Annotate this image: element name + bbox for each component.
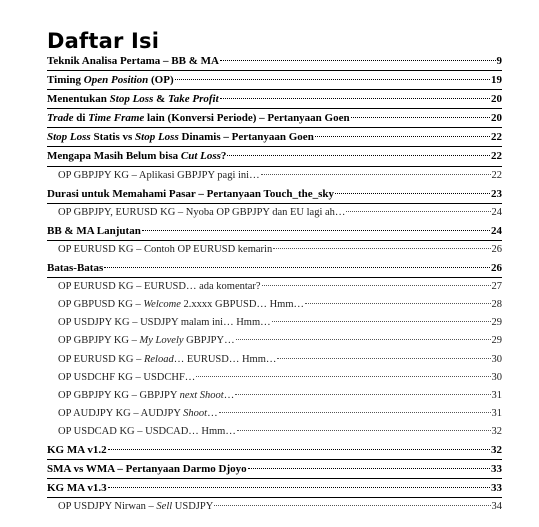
italic-text: Time Frame	[88, 112, 145, 125]
label-text: OP GBPJPY, EURUSD KG – Nyoba OP GBPJPY dan EU lagi ah…	[58, 206, 346, 218]
toc-entry-label	[58, 296, 304, 314]
toc-page-number: 9	[496, 55, 502, 67]
label-text: …	[223, 389, 235, 401]
label-text: OP EURUSD KG – Contoh OP EURUSD kemarin	[58, 243, 273, 255]
label-text: KG MA v1.2	[47, 443, 107, 456]
toc-page-number: 31	[491, 407, 502, 419]
label-text: Menentukan	[47, 93, 110, 106]
dot-leader	[305, 303, 490, 304]
toc-page-number: 20	[491, 93, 502, 106]
label-text: …	[207, 407, 218, 419]
toc-entry-label	[58, 314, 271, 332]
italic-text: Cut Loss	[180, 150, 221, 163]
toc-entry[interactable]	[47, 147, 502, 166]
dot-leader	[315, 136, 490, 137]
label-text: Mengapa Masih Belum bisa	[47, 150, 181, 163]
toc-subentry[interactable]	[47, 405, 502, 423]
italic-text: Welcome	[143, 299, 181, 311]
toc-entry-label	[58, 167, 260, 185]
italic-text: Sell	[156, 501, 173, 513]
toc-entry[interactable]	[47, 71, 502, 90]
label-text: OP GBPJPY KG – GBPJPY	[58, 389, 180, 401]
toc-subentry[interactable]	[47, 387, 502, 405]
label-text: OP USDCHF KG – USDCHF…	[58, 371, 196, 383]
toc-entry-label	[58, 278, 261, 296]
label-text: OP EURUSD KG –	[58, 353, 144, 365]
label-text: OP GBPUSD KG –	[58, 299, 144, 311]
italic-text: next Shoot	[179, 389, 224, 401]
toc-page-number: 33	[491, 463, 502, 476]
toc-entry[interactable]	[47, 259, 502, 278]
label-text: Dinamis – Pertanyaan Goen	[178, 131, 314, 144]
toc-page-number: 19	[491, 74, 502, 87]
toc-page-number: 30	[491, 371, 502, 383]
label-text: Statis vs	[90, 131, 136, 144]
dot-leader	[219, 412, 491, 413]
dot-leader	[108, 449, 490, 450]
dot-leader	[262, 285, 491, 286]
toc-page-number: 32	[491, 425, 502, 437]
dot-leader	[351, 117, 490, 118]
toc-page-number: 29	[491, 335, 502, 347]
toc-entry[interactable]	[47, 460, 502, 479]
italic-text: Take Profit	[168, 93, 219, 106]
label-text: BB & MA Lanjutan	[47, 224, 141, 237]
italic-text: Open Position	[83, 74, 149, 87]
toc-page-number: 30	[491, 353, 502, 365]
toc-page-number: 31	[491, 389, 502, 401]
toc-entry[interactable]	[47, 52, 502, 71]
toc-entry-label	[47, 90, 219, 108]
label-text: ?	[220, 150, 227, 163]
toc-subentry[interactable]	[47, 369, 502, 387]
dot-leader	[346, 211, 490, 212]
label-text: OP USDJPY KG – USDJPY malam ini… Hmm…	[58, 317, 271, 329]
toc-page-number: 20	[491, 112, 502, 125]
dot-leader	[235, 394, 490, 395]
italic-text: Trade	[47, 112, 74, 125]
toc-entry[interactable]	[47, 185, 502, 204]
toc-page-number: 27	[491, 281, 502, 293]
italic-text: Reload	[143, 353, 174, 365]
toc-subentry[interactable]	[47, 278, 502, 296]
dot-leader	[104, 267, 490, 268]
label-text: … EURUSD… Hmm…	[173, 353, 277, 365]
label-text: Teknik Analisa Pertama – BB & MA	[47, 55, 219, 67]
dot-leader	[220, 60, 496, 61]
label-text: &	[153, 93, 169, 106]
label-text: 2.xxxx GBPUSD… Hmm…	[180, 299, 305, 311]
toc-subentry[interactable]	[47, 498, 502, 516]
toc-entry[interactable]	[47, 441, 502, 460]
toc-entry[interactable]	[47, 479, 502, 498]
toc-entry[interactable]	[47, 222, 502, 241]
dot-leader	[227, 155, 490, 156]
label-text: Batas-Batas	[47, 262, 104, 275]
toc-page-number: 33	[491, 482, 502, 495]
label-text: Durasi untuk Memahami Pasar – Pertanyaan Touch_the_sky	[47, 187, 335, 200]
italic-text: My Lovely	[139, 335, 184, 347]
toc-page-number: 29	[491, 317, 502, 329]
label-text: GBPJPY…	[183, 335, 235, 347]
toc-entry-label	[47, 147, 226, 165]
toc-subentry[interactable]	[47, 351, 502, 369]
toc-entry-label	[47, 479, 107, 497]
toc-subentry[interactable]	[47, 314, 502, 332]
toc-entry-label	[47, 441, 107, 459]
dot-leader	[214, 505, 490, 506]
toc-page-number: 34	[491, 501, 502, 513]
dot-leader	[220, 98, 490, 99]
table-of-contents	[47, 52, 502, 516]
label-text: OP GBPJPY KG –	[58, 335, 140, 347]
toc-subentry[interactable]	[47, 296, 502, 314]
toc-title: Daftar Isi	[47, 29, 160, 53]
toc-page-number: 23	[491, 187, 502, 200]
toc-entry-label	[47, 259, 103, 277]
label-text: USDJPY	[172, 501, 214, 513]
toc-subentry[interactable]	[47, 167, 502, 185]
toc-subentry[interactable]	[47, 423, 502, 441]
label-text: OP USDJPY Nirwan –	[58, 501, 157, 513]
dot-leader	[237, 430, 491, 431]
label-text: Timing	[47, 74, 84, 87]
dot-leader	[108, 487, 490, 488]
dot-leader	[273, 248, 490, 249]
toc-entry-label	[58, 351, 276, 369]
toc-entry-label	[58, 204, 345, 222]
toc-page-number: 26	[491, 262, 502, 275]
toc-entry[interactable]	[47, 109, 502, 128]
toc-entry-label	[58, 369, 195, 387]
toc-entry-label	[47, 109, 350, 127]
toc-subentry[interactable]	[47, 332, 502, 350]
toc-page-number: 26	[491, 243, 502, 255]
toc-entry-label	[47, 71, 174, 89]
dot-leader	[248, 468, 490, 469]
dot-leader	[272, 321, 491, 322]
italic-text: Stop Loss	[47, 131, 91, 144]
label-text: lain (Konversi Periode) – Pertanyaan Goen	[144, 112, 350, 125]
dot-leader	[175, 79, 490, 80]
toc-entry-label	[58, 241, 272, 259]
italic-text: Stop Loss	[135, 131, 179, 144]
toc-entry-label	[47, 185, 334, 203]
label-text: OP EURUSD KG – EURUSD… ada komentar?	[58, 281, 261, 293]
label-text: KG MA v1.3	[47, 482, 107, 495]
toc-page-number: 24	[491, 224, 502, 237]
dot-leader	[142, 230, 490, 231]
toc-entry-label	[58, 332, 235, 350]
toc-page-number: 22	[491, 131, 502, 144]
toc-page-number: 32	[491, 443, 502, 456]
toc-entry-label	[47, 460, 247, 478]
label-text: OP GBPJPY KG – Aplikasi GBPJPY pagi ini…	[58, 169, 260, 181]
toc-entry-label	[47, 128, 314, 146]
label-text: OP AUDJPY KG – AUDJPY	[58, 407, 184, 419]
label-text: SMA vs WMA – Pertanyaan Darmo Djoyo	[47, 463, 247, 476]
toc-subentry[interactable]	[47, 241, 502, 259]
toc-subentry[interactable]	[47, 204, 502, 222]
label-text: di	[73, 112, 89, 125]
toc-page-number: 22	[491, 150, 502, 163]
toc-entry[interactable]	[47, 90, 502, 109]
toc-entry-label	[47, 52, 219, 70]
dot-leader	[335, 193, 490, 194]
toc-entry[interactable]	[47, 128, 502, 147]
dot-leader	[196, 376, 490, 377]
toc-entry-label	[47, 222, 141, 240]
toc-entry-label	[58, 387, 234, 405]
toc-page-number: 24	[491, 206, 502, 218]
toc-page-number: 28	[491, 299, 502, 311]
dot-leader	[261, 174, 491, 175]
italic-text: Stop Loss	[109, 93, 154, 106]
dot-leader	[277, 358, 490, 359]
toc-entry-label	[58, 423, 236, 441]
label-text: OP USDCAD KG – USDCAD… Hmm…	[58, 425, 236, 437]
toc-entry-label	[58, 405, 218, 423]
label-text: (OP)	[148, 74, 174, 87]
italic-text: Shoot	[183, 407, 208, 419]
toc-entry-label	[58, 498, 213, 516]
dot-leader	[236, 339, 491, 340]
toc-page-number: 22	[491, 169, 502, 181]
